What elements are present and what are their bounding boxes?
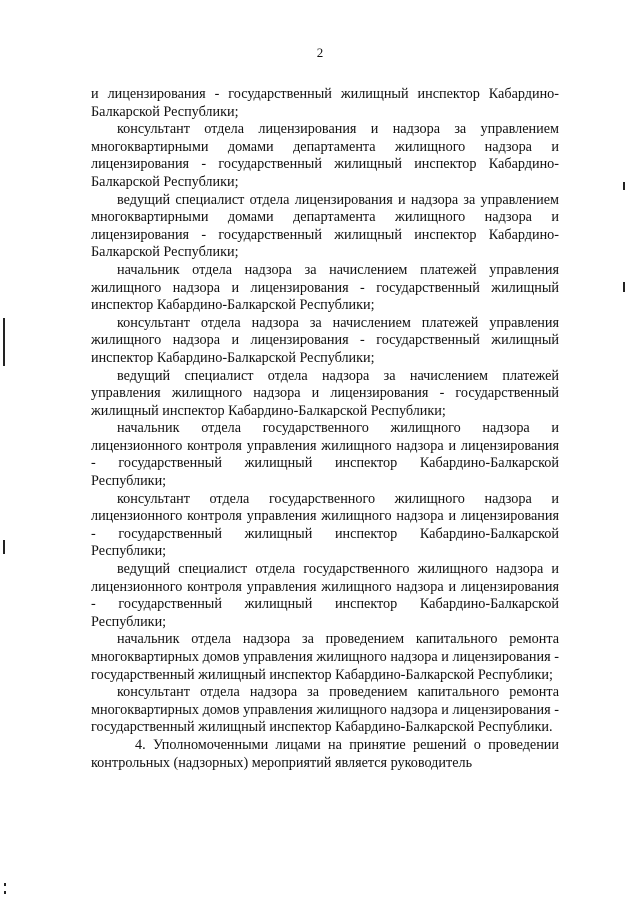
paragraph: консультант отдела лицензирования и надзора за управлением многоквартирными домами департамента жилищного надзора и лицензирования - государственный жилищный инспектор Кабардино-Балкарской Республики; — [91, 121, 559, 190]
scan-artifact — [623, 282, 625, 292]
page-number: 2 — [316, 45, 324, 60]
paragraph: ведущий специалист отдела лицензирования и надзора за управлением многоквартирными домами департамента жилищного надзора и лицензирования - государственный жилищный инспектор Кабардино-Балкарской Республики; — [91, 191, 559, 261]
scan-artifact — [3, 540, 5, 554]
paragraph: начальник отдела государственного жилищного надзора и лицензионного контроля управления жилищного надзора и лицензирования - государственный жилищный инспектор Кабардино-Балкарской Республики; — [91, 420, 559, 490]
document-body — [91, 86, 559, 772]
paragraph: консультант отдела надзора за проведением капитального ремонта многоквартирных домов управления жилищного надзора и лицензирования - государственный жилищный инспектор Кабардино-Балкарской Республики. — [91, 684, 559, 736]
scan-artifact — [4, 891, 6, 894]
paragraph: консультант отдела государственного жилищного надзора и лицензионного контроля управления жилищного надзора и лицензирования - государственный жилищный инспектор Кабардино-Балкарской Республики; — [91, 490, 559, 560]
paragraph: начальник отдела надзора за проведением капитального ремонта многоквартирных домов управления жилищного надзора и лицензирования - государственный жилищный инспектор Кабардино-Балкарской Республики; — [91, 631, 559, 683]
paragraph: начальник отдела надзора за начислением платежей управления жилищного надзора и лицензирования - государственный жилищный инспектор Кабардино-Балкарской Республики; — [91, 261, 559, 314]
paragraph: 4. Уполномоченными лицами на принятие решений о проведении контрольных (надзорных) мероприятий является руководитель — [91, 736, 559, 771]
paragraph: консультант отдела надзора за начислением платежей управления жилищного надзора и лицензирования - государственный жилищный инспектор Кабардино-Балкарской Республики; — [91, 314, 559, 366]
scan-artifact — [3, 318, 5, 366]
paragraph: ведущий специалист отдела надзора за начислением платежей управления жилищного надзора и лицензирования - государственный жилищный инспектор Кабардино-Балкарской Республики; — [91, 367, 559, 419]
paragraph: и лицензирования - государственный жилищный инспектор Кабардино-Балкарской Республики; — [91, 86, 559, 120]
scan-artifact — [623, 182, 625, 190]
scan-artifact — [4, 883, 6, 886]
paragraph: ведущий специалист отдела государственного жилищного надзора и лицензионного контроля управления жилищного надзора и лицензирования - государственный жилищный инспектор Кабардино-Балкарской Республики; — [91, 561, 559, 630]
